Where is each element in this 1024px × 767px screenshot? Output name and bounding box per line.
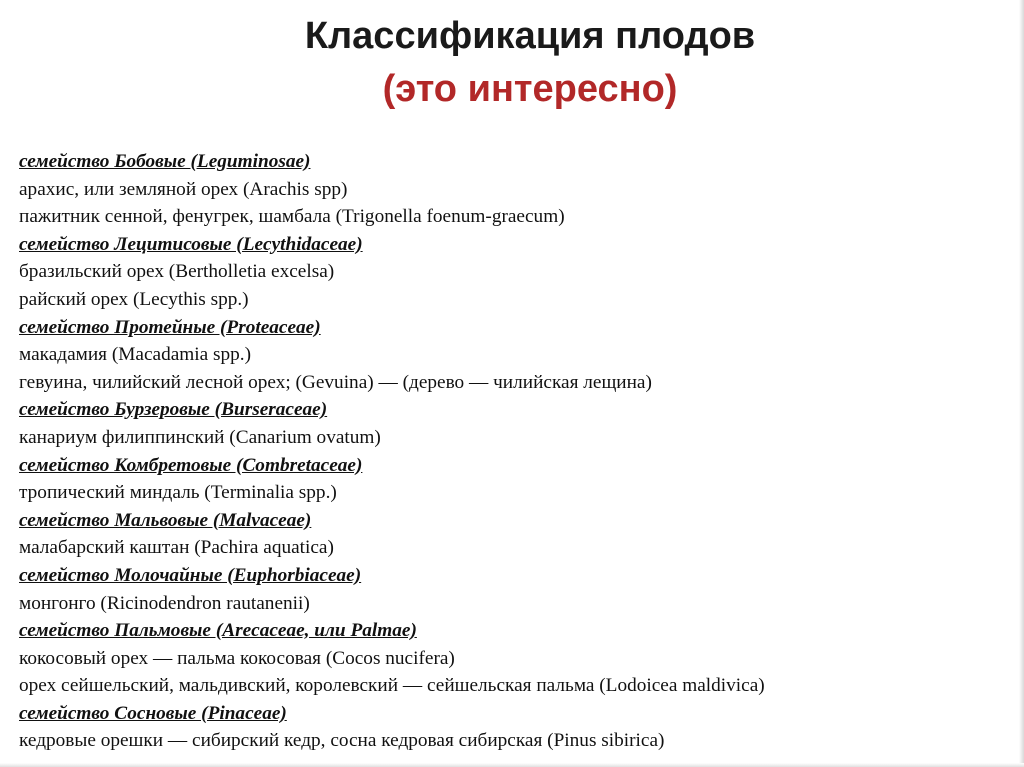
family-heading: семейство Молочайные (Euphorbiaceae) bbox=[19, 564, 362, 586]
species-item: монгонго (Ricinodendron rautanenii) bbox=[19, 592, 310, 614]
slide-edge-shadow bbox=[1019, 0, 1024, 767]
species-item: арахис, или земляной орех (Arachis spp) bbox=[19, 178, 348, 200]
family-heading: семейство Лецитисовые (Lecythidaceae) bbox=[19, 233, 363, 255]
family-heading: семейство Бобовые (Leguminosae) bbox=[19, 151, 311, 172]
species-item: канариум филиппинский (Canarium ovatum) bbox=[19, 426, 381, 448]
species-item: макадамия (Macadamia spp.) bbox=[19, 344, 252, 366]
family-heading: семейство Мальвовые (Malvaceae) bbox=[19, 509, 312, 531]
slide-title: Классификация плодов bbox=[304, 15, 756, 57]
species-item: тропический миндаль (Terminalia spp.) bbox=[19, 482, 337, 504]
fruit-classification-list bbox=[19, 148, 1009, 755]
family-heading: семейство Сосновые (Pinaceae) bbox=[19, 702, 287, 724]
species-item: бразильский орех (Bertholletia excelsa) bbox=[19, 261, 335, 283]
species-item: малабарский каштан (Pachira aquatica) bbox=[19, 537, 334, 559]
family-heading: семейство Бурзеровые (Burseraceae) bbox=[19, 399, 328, 421]
slide-bottom-shadow bbox=[0, 763, 1024, 767]
species-item: райский орех (Lecythis spp.) bbox=[19, 288, 249, 310]
species-item: кедровые орешки — сибирский кедр, сосна кедровая сибирская (Pinus sibirica) bbox=[19, 730, 665, 752]
species-item: орех сейшельский, мальдивский, королевский — сейшельская пальма (Lodoicea maldivica) bbox=[19, 675, 765, 697]
slide-subtitle: (это интересно) bbox=[382, 68, 678, 110]
species-item: гевуина, чилийский лесной орех; (Gevuina) — (дерево — чилийская лещина) bbox=[19, 371, 652, 393]
family-heading: семейство Пальмовые (Arecaceae, или Palmae) bbox=[19, 620, 417, 642]
species-item: пажитник сенной, фенугрек, шамбала (Trigonella foenum-graecum) bbox=[19, 206, 565, 228]
family-heading: семейство Протейные (Proteaceae) bbox=[19, 316, 321, 338]
species-item: кокосовый орех — пальма кокосовая (Cocos nucifera) bbox=[19, 647, 455, 669]
family-heading: семейство Комбретовые (Combretaceae) bbox=[19, 454, 363, 476]
